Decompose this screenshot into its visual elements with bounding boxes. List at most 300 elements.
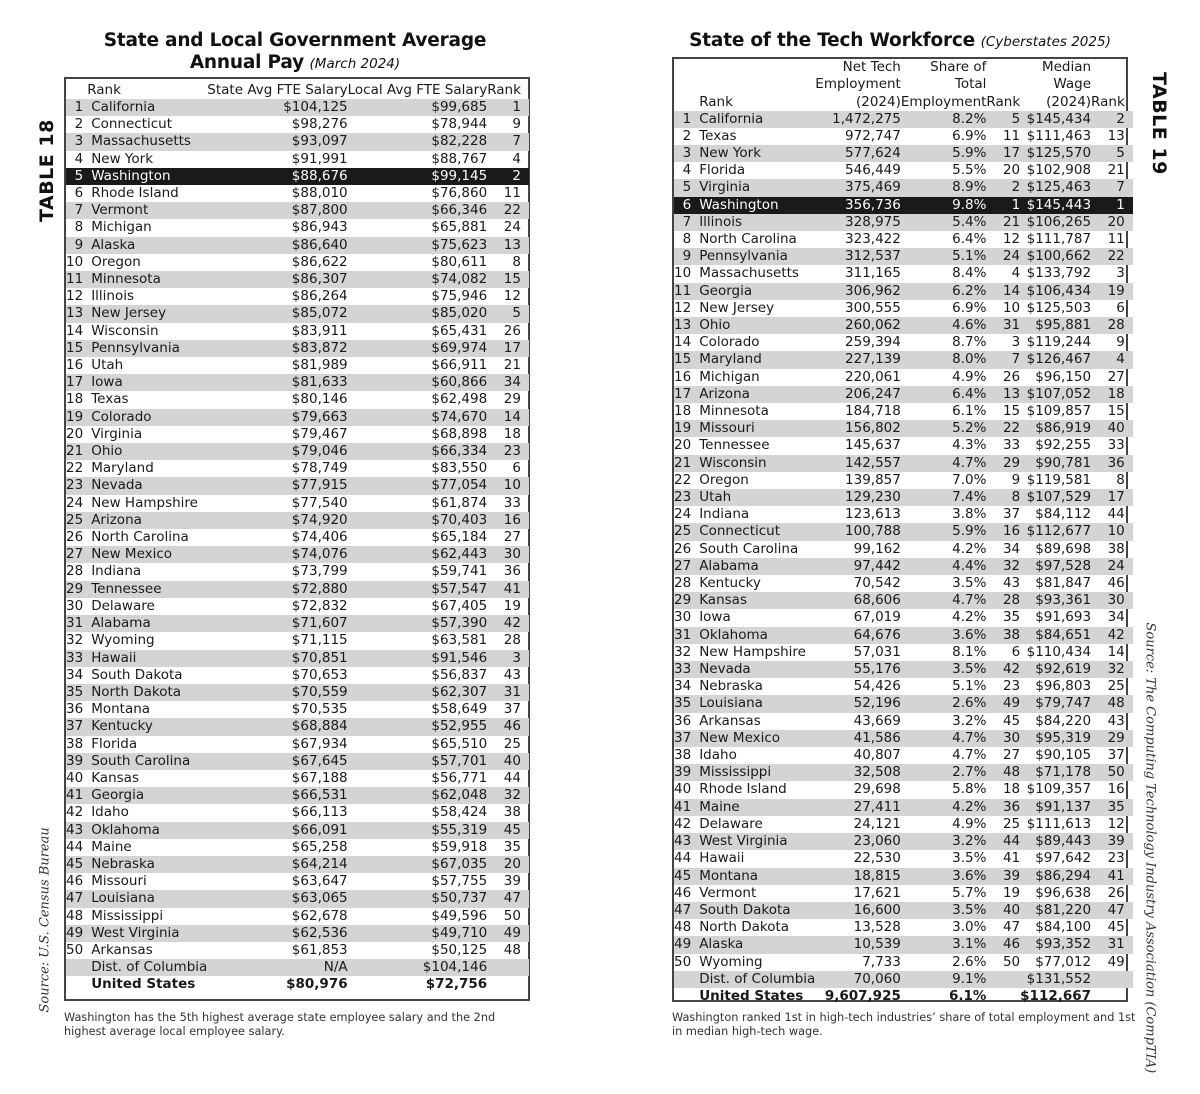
table-row bbox=[674, 850, 1133, 867]
cell-wage-rank: 15 bbox=[1107, 403, 1125, 420]
table-row bbox=[674, 179, 1133, 196]
cell-state: Missouri bbox=[695, 420, 815, 437]
cell-local-rank: 10 bbox=[487, 477, 529, 494]
cell-local-rank: 14 bbox=[487, 409, 529, 426]
table-row bbox=[674, 833, 1133, 850]
cell-state: Idaho bbox=[91, 804, 129, 821]
cell-state-salary: $83,911 bbox=[291, 322, 348, 339]
cell-wage-rank: 2 bbox=[1091, 111, 1133, 128]
cell-state: North Dakota bbox=[87, 684, 207, 701]
cell-state: Pennsylvania bbox=[87, 340, 207, 357]
cell-local-rank: 31 bbox=[487, 684, 529, 701]
cell-net-tech-employment: 7,733 bbox=[862, 953, 901, 970]
header-cell bbox=[986, 59, 1020, 76]
cell-share-rank: 29 bbox=[986, 455, 1020, 472]
cell-share-total-employment: 3.1% bbox=[901, 936, 987, 953]
cell-local-salary: $66,334 bbox=[348, 443, 488, 460]
header-cell: Rank bbox=[1091, 93, 1125, 110]
cell-share-rank: 16 bbox=[986, 523, 1020, 540]
cell-net-tech-employment: 206,247 bbox=[815, 386, 901, 403]
cell-state: Arizona bbox=[695, 386, 815, 403]
table-row bbox=[66, 804, 529, 821]
cell-state: United States bbox=[91, 976, 196, 993]
table-row bbox=[674, 111, 1133, 128]
cell-share-rank: 28 bbox=[986, 592, 1020, 609]
table-row bbox=[66, 357, 529, 374]
cell-state: New Mexico bbox=[695, 730, 815, 747]
cell-rank-num: 22 bbox=[674, 471, 692, 488]
table-row bbox=[66, 237, 529, 254]
cell-local-salary: $75,946 bbox=[431, 288, 488, 305]
table-row bbox=[66, 460, 529, 477]
cell-rank-num: 10 bbox=[674, 265, 692, 282]
cell-state: Virginia bbox=[695, 179, 815, 196]
cell-share-total-employment: 4.2% bbox=[901, 799, 987, 816]
cell-median-wage: $86,919 bbox=[1020, 420, 1091, 437]
cell-median-wage: $77,012 bbox=[1035, 953, 1092, 970]
cell-state: Hawaii bbox=[699, 850, 745, 867]
cell-net-tech-employment: 300,555 bbox=[845, 299, 901, 316]
table-row bbox=[66, 839, 529, 856]
cell-rank-num: 50 bbox=[66, 941, 84, 958]
table-row bbox=[674, 128, 1133, 145]
cell-wage-rank: 20 bbox=[1091, 214, 1133, 231]
table-row bbox=[674, 351, 1133, 368]
cell-state: Arkansas bbox=[91, 941, 153, 958]
cell-local-rank: 45 bbox=[487, 822, 529, 839]
cell-rank-num: 24 bbox=[674, 506, 692, 523]
cell-share-total-employment: 5.2% bbox=[901, 420, 987, 437]
table-row bbox=[66, 701, 529, 718]
header-cell: Employment bbox=[900, 93, 987, 110]
cell-local-rank: 16 bbox=[487, 512, 529, 529]
cell-share-total-employment: 3.0% bbox=[952, 919, 987, 936]
table-19-label: TABLE 19 bbox=[1148, 72, 1170, 175]
cell-share-rank: 46 bbox=[986, 936, 1020, 953]
cell-local-salary: $65,881 bbox=[431, 219, 488, 236]
table-row bbox=[66, 615, 529, 632]
cell-state: Connecticut bbox=[695, 523, 815, 540]
cell-state: Dist. of Columbia bbox=[87, 959, 207, 976]
cell-share-rank: 39 bbox=[986, 868, 1020, 885]
cell-local-rank: 13 bbox=[487, 237, 529, 254]
cell-rank-num: 19 bbox=[66, 409, 87, 426]
cell-state: New Hampshire bbox=[699, 643, 806, 660]
cell-median-wage: $100,662 bbox=[1020, 248, 1091, 265]
cell-state: Michigan bbox=[699, 368, 760, 385]
cell-rank-num: 29 bbox=[674, 592, 695, 609]
cell-state-salary: $66,091 bbox=[207, 822, 347, 839]
cell-state: West Virginia bbox=[87, 925, 207, 942]
cell-state: Indiana bbox=[91, 563, 142, 580]
cell-rank-num: 23 bbox=[66, 477, 87, 494]
cell-rank-num: 4 bbox=[682, 162, 692, 179]
cell-rank-num: 35 bbox=[674, 695, 695, 712]
cell-share-total-employment: 4.4% bbox=[901, 558, 987, 575]
table-19 bbox=[672, 57, 1128, 1002]
table-row bbox=[66, 254, 529, 271]
cell-rank-num: 4 bbox=[74, 150, 84, 167]
cell-state-salary: $63,065 bbox=[207, 890, 347, 907]
cell-net-tech-employment: 375,469 bbox=[815, 179, 901, 196]
table-row bbox=[674, 489, 1133, 506]
cell-rank-num: 27 bbox=[66, 546, 87, 563]
table-row bbox=[674, 162, 1133, 179]
cell-net-tech-employment: 55,176 bbox=[815, 661, 901, 678]
cell-net-tech-employment: 577,624 bbox=[815, 145, 901, 162]
cell-state: Colorado bbox=[87, 409, 207, 426]
cell-state: Kentucky bbox=[87, 718, 207, 735]
cell-rank-num: 42 bbox=[674, 815, 692, 832]
cell-share-rank: 12 bbox=[1002, 230, 1021, 247]
cell-share-total-employment: 5.5% bbox=[952, 162, 987, 179]
cell-rank-num: 21 bbox=[674, 455, 695, 472]
cell-state-salary: $67,645 bbox=[207, 753, 347, 770]
cell-local-salary: $99,145 bbox=[348, 168, 488, 185]
cell-median-wage: $145,434 bbox=[1020, 111, 1091, 128]
cell-share-total-employment: 2.6% bbox=[952, 953, 987, 970]
cell-state: Arkansas bbox=[699, 712, 761, 729]
cell-share-total-employment: 4.7% bbox=[901, 730, 987, 747]
cell-state-salary: $98,276 bbox=[291, 116, 348, 133]
cell-rank-num: 20 bbox=[66, 425, 84, 442]
cell-median-wage: $92,255 bbox=[1035, 437, 1092, 454]
cell-local-salary: $70,403 bbox=[348, 512, 488, 529]
table-row bbox=[674, 713, 1133, 730]
cell-wage-rank: 21 bbox=[1107, 162, 1125, 179]
cell-rank-num: 7 bbox=[66, 202, 87, 219]
cell-wage-rank: 34 bbox=[1107, 609, 1125, 626]
cell-state: Vermont bbox=[699, 884, 757, 901]
cell-state: Iowa bbox=[699, 609, 731, 626]
cell-state-salary: $62,678 bbox=[291, 907, 348, 924]
table-row bbox=[66, 202, 529, 219]
table-row bbox=[674, 936, 1133, 953]
cell-net-tech-employment: 57,031 bbox=[853, 643, 901, 660]
cell-state-salary: $88,676 bbox=[207, 168, 347, 185]
cell-share-rank: 43 bbox=[1002, 575, 1021, 592]
table-row bbox=[674, 523, 1133, 540]
cell-state: Louisiana bbox=[87, 890, 207, 907]
cell-net-tech-employment: 260,062 bbox=[815, 317, 901, 334]
cell-state: New Jersey bbox=[87, 305, 207, 322]
cell-wage-rank: 43 bbox=[1107, 712, 1125, 729]
cell-median-wage: $96,638 bbox=[1035, 884, 1092, 901]
cell-share-total-employment: 4.3% bbox=[952, 437, 987, 454]
cell-local-salary: $69,974 bbox=[348, 340, 488, 357]
cell-share-total-employment: 3.5% bbox=[901, 661, 987, 678]
cell-share-total-employment: 4.7% bbox=[952, 747, 987, 764]
cell-state-salary: $61,853 bbox=[291, 941, 348, 958]
table-row bbox=[674, 334, 1133, 351]
cell-local-salary: $67,035 bbox=[348, 856, 488, 873]
cell-share-total-employment: 9.8% bbox=[901, 197, 987, 214]
table-row bbox=[674, 472, 1133, 489]
table-row bbox=[674, 420, 1133, 437]
cell-state: Ohio bbox=[695, 317, 815, 334]
cell-net-tech-employment: 227,139 bbox=[815, 351, 901, 368]
table-row bbox=[66, 890, 529, 907]
cell-local-salary: $65,431 bbox=[431, 322, 488, 339]
cell-share-rank: 50 bbox=[1002, 953, 1021, 970]
cell-net-tech-employment: 220,061 bbox=[845, 368, 901, 385]
cell-local-salary: $56,837 bbox=[431, 666, 488, 683]
cell-state-salary: $65,258 bbox=[291, 838, 348, 855]
table-19-header-row bbox=[674, 59, 1133, 76]
cell-median-wage: $133,792 bbox=[1026, 265, 1092, 282]
cell-net-tech-employment: 123,613 bbox=[845, 506, 901, 523]
cell-rank-num bbox=[674, 971, 695, 988]
cell-rank-num: 28 bbox=[66, 563, 84, 580]
cell-share-total-employment: 8.0% bbox=[901, 351, 987, 368]
cell-rank-num: 6 bbox=[74, 185, 84, 202]
cell-rank-num: 44 bbox=[674, 850, 692, 867]
cell-state-salary: $77,540 bbox=[291, 494, 348, 511]
cell-median-wage: $93,361 bbox=[1020, 592, 1091, 609]
cell-net-tech-employment: 356,736 bbox=[815, 197, 901, 214]
cell-state-salary: $104,125 bbox=[207, 99, 347, 116]
cell-median-wage: $112,677 bbox=[1020, 523, 1091, 540]
cell-local-salary: $57,390 bbox=[348, 615, 488, 632]
cell-wage-rank: 19 bbox=[1091, 283, 1133, 300]
table-row bbox=[66, 770, 529, 787]
cell-rank-num: 45 bbox=[674, 868, 695, 885]
cell-rank-num: 24 bbox=[66, 494, 84, 511]
cell-state: Alaska bbox=[87, 237, 207, 254]
cell-local-rank: 40 bbox=[487, 753, 529, 770]
cell-state: California bbox=[87, 99, 207, 116]
cell-wage-rank: 30 bbox=[1091, 592, 1133, 609]
table-row bbox=[674, 627, 1133, 644]
cell-state: North Carolina bbox=[699, 230, 797, 247]
cell-net-tech-employment: 43,669 bbox=[853, 712, 901, 729]
cell-net-tech-employment: 23,060 bbox=[815, 833, 901, 850]
cell-state: Idaho bbox=[699, 747, 737, 764]
header-cell bbox=[674, 93, 695, 110]
header-rank: Rank bbox=[87, 81, 121, 98]
cell-rank-num bbox=[66, 959, 87, 976]
cell-share-rank: 35 bbox=[1002, 609, 1021, 626]
cell-share-rank: 1 bbox=[986, 197, 1020, 214]
cell-local-rank: 5 bbox=[487, 305, 529, 322]
cell-state: New Hampshire bbox=[91, 494, 198, 511]
cell-local-rank: 8 bbox=[512, 253, 521, 270]
cell-local-rank: 4 bbox=[512, 150, 521, 167]
cell-rank-num: 47 bbox=[66, 890, 87, 907]
table-19-header-row bbox=[674, 93, 1133, 110]
cell-state: Kentucky bbox=[699, 575, 761, 592]
cell-rank-num: 45 bbox=[66, 856, 87, 873]
cell-state-salary: $74,406 bbox=[291, 529, 348, 546]
cell-local-salary: $88,767 bbox=[431, 150, 488, 167]
cell-state: Missouri bbox=[91, 873, 147, 890]
cell-local-salary: $62,307 bbox=[348, 684, 488, 701]
table-row bbox=[674, 386, 1133, 403]
cell-local-salary: $65,184 bbox=[431, 529, 488, 546]
cell-share-total-employment: 6.4% bbox=[901, 386, 987, 403]
cell-state: Massachusetts bbox=[699, 265, 799, 282]
table-row bbox=[66, 959, 529, 976]
cell-median-wage: $91,693 bbox=[1035, 609, 1092, 626]
cell-share-rank: 41 bbox=[1002, 850, 1021, 867]
cell-median-wage: $97,528 bbox=[1020, 558, 1091, 575]
table-row bbox=[674, 541, 1133, 558]
cell-rank-num: 15 bbox=[674, 351, 695, 368]
cell-rank-num: 26 bbox=[66, 529, 84, 546]
cell-state-salary: $86,264 bbox=[291, 288, 348, 305]
cell-median-wage: $125,503 bbox=[1026, 299, 1092, 316]
header-local-salary: Local Avg FTE Salary bbox=[347, 81, 488, 98]
cell-median-wage: $91,137 bbox=[1020, 799, 1091, 816]
cell-rank-num: 2 bbox=[682, 127, 692, 144]
cell-net-tech-employment: 328,975 bbox=[815, 214, 901, 231]
cell-local-rank: 24 bbox=[503, 219, 521, 236]
cell-state-salary: $63,647 bbox=[291, 873, 348, 890]
cell-share-total-employment: 4.2% bbox=[952, 540, 987, 557]
table-row bbox=[674, 506, 1133, 523]
table-18-title-line1: State and Local Government Average bbox=[103, 30, 487, 51]
cell-share-total-employment: 4.9% bbox=[952, 368, 987, 385]
cell-state-salary: $86,622 bbox=[291, 253, 348, 270]
cell-share-rank: 30 bbox=[986, 730, 1020, 747]
cell-local-rank: 33 bbox=[503, 494, 521, 511]
cell-local-salary: $99,685 bbox=[348, 99, 488, 116]
cell-rank-num: 37 bbox=[66, 718, 87, 735]
cell-state: Rhode Island bbox=[91, 185, 179, 202]
cell-median-wage: $92,619 bbox=[1020, 661, 1091, 678]
cell-state: Florida bbox=[91, 735, 138, 752]
cell-share-rank: 42 bbox=[986, 661, 1020, 678]
cell-state: Louisiana bbox=[695, 695, 815, 712]
table-row bbox=[66, 340, 529, 357]
header-cell bbox=[674, 76, 695, 93]
cell-rank-num: 2 bbox=[74, 116, 84, 133]
cell-share-total-employment: 2.6% bbox=[901, 695, 987, 712]
cell-state-salary: $88,010 bbox=[291, 185, 348, 202]
cell-median-wage: $93,352 bbox=[1020, 936, 1091, 953]
cell-wage-rank: 35 bbox=[1091, 799, 1133, 816]
cell-rank-num: 30 bbox=[674, 609, 692, 626]
header-cell: Share of bbox=[930, 59, 987, 76]
table-row bbox=[674, 764, 1133, 781]
cell-local-salary: $57,547 bbox=[348, 581, 488, 598]
cell-state: South Carolina bbox=[699, 540, 799, 557]
cell-share-rank: 49 bbox=[986, 695, 1020, 712]
cell-state-salary: $79,467 bbox=[291, 425, 348, 442]
cell-share-total-employment: 5.9% bbox=[901, 523, 987, 540]
cell-median-wage: $109,857 bbox=[1026, 403, 1092, 420]
table-row bbox=[66, 736, 529, 753]
table-row bbox=[66, 718, 529, 735]
cell-wage-rank: 27 bbox=[1107, 368, 1125, 385]
table-row bbox=[66, 374, 529, 391]
cell-local-salary: $78,944 bbox=[431, 116, 488, 133]
table-row bbox=[66, 529, 529, 546]
cell-state: Kansas bbox=[91, 769, 139, 786]
cell-median-wage: $95,319 bbox=[1020, 730, 1091, 747]
cell-state: Vermont bbox=[87, 202, 207, 219]
cell-rank-num: 12 bbox=[674, 299, 692, 316]
table-row bbox=[66, 271, 529, 288]
header-cell: (2024) bbox=[1046, 93, 1092, 110]
cell-state-salary: $73,799 bbox=[291, 563, 348, 580]
cell-state: New York bbox=[695, 145, 815, 162]
table-row bbox=[66, 133, 529, 150]
cell-share-total-employment: 3.6% bbox=[901, 868, 987, 885]
table-row bbox=[66, 563, 529, 580]
cell-state: Indiana bbox=[699, 506, 750, 523]
cell-wage-rank: 18 bbox=[1091, 386, 1133, 403]
table-18-subtitle: (March 2024) bbox=[309, 56, 401, 72]
cell-state: Florida bbox=[699, 162, 746, 179]
cell-share-rank: 11 bbox=[1002, 127, 1021, 144]
header-cell bbox=[986, 76, 1020, 93]
cell-rank-num: 16 bbox=[674, 368, 692, 385]
cell-share-total-employment: 6.1% bbox=[952, 403, 987, 420]
cell-rank-num: 32 bbox=[674, 643, 692, 660]
cell-wage-rank: 16 bbox=[1107, 781, 1125, 798]
cell-state: Alaska bbox=[695, 936, 815, 953]
cell-state-salary: N/A bbox=[207, 959, 347, 976]
cell-rank-num bbox=[674, 988, 695, 1005]
table-row bbox=[66, 495, 529, 512]
cell-rank-num: 29 bbox=[66, 581, 87, 598]
table-row bbox=[66, 976, 529, 993]
cell-state: Tennessee bbox=[699, 437, 770, 454]
cell-share-total-employment: 4.7% bbox=[901, 592, 987, 609]
cell-net-tech-employment: 32,508 bbox=[815, 764, 901, 781]
cell-local-salary: $62,498 bbox=[431, 391, 488, 408]
cell-wage-rank bbox=[1091, 971, 1133, 988]
table-19-title-main: State of the Tech Workforce bbox=[689, 30, 975, 51]
cell-state: Connecticut bbox=[91, 116, 173, 133]
header-cell bbox=[695, 59, 815, 76]
cell-local-rank: 19 bbox=[503, 597, 521, 614]
cell-rank-num: 26 bbox=[674, 540, 692, 557]
cell-wage-rank: 29 bbox=[1091, 730, 1133, 747]
cell-median-wage: $90,781 bbox=[1020, 455, 1091, 472]
cell-rank-num: 23 bbox=[674, 489, 695, 506]
cell-local-rank: 6 bbox=[512, 460, 521, 477]
cell-share-rank: 7 bbox=[986, 351, 1020, 368]
cell-local-salary: $57,755 bbox=[431, 873, 488, 890]
table-row bbox=[66, 787, 529, 804]
table-row bbox=[674, 592, 1133, 609]
cell-median-wage: $109,357 bbox=[1026, 781, 1092, 798]
cell-net-tech-employment: 972,747 bbox=[845, 127, 901, 144]
table-row bbox=[66, 323, 529, 340]
table-row bbox=[66, 409, 529, 426]
cell-median-wage: $125,570 bbox=[1020, 145, 1091, 162]
cell-share-rank: 18 bbox=[1002, 781, 1021, 798]
cell-rank-num: 39 bbox=[66, 753, 87, 770]
cell-state-salary: $74,076 bbox=[207, 546, 347, 563]
cell-share-rank: 36 bbox=[986, 799, 1020, 816]
cell-state: Michigan bbox=[91, 219, 152, 236]
cell-state: Alabama bbox=[87, 615, 207, 632]
cell-median-wage: $86,294 bbox=[1020, 868, 1091, 885]
cell-share-rank: 3 bbox=[1011, 334, 1021, 351]
cell-local-salary: $59,918 bbox=[431, 838, 488, 855]
cell-wage-rank: 10 bbox=[1091, 523, 1133, 540]
cell-rank-num: 38 bbox=[66, 735, 84, 752]
cell-rank-num: 42 bbox=[66, 804, 84, 821]
table-row bbox=[66, 753, 529, 770]
cell-rank-num: 43 bbox=[674, 833, 695, 850]
cell-median-wage: $81,220 bbox=[1020, 902, 1091, 919]
cell-share-rank: 24 bbox=[986, 248, 1020, 265]
cell-state: Texas bbox=[91, 391, 129, 408]
